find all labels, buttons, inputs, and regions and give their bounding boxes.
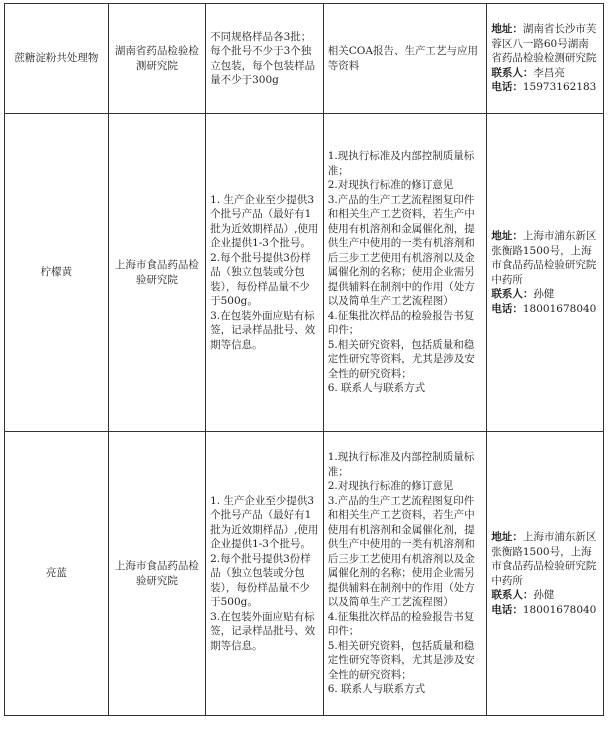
- address-value: 上海市浦东新区张衡路1500号，上海市食品药品检验研究院中药所: [491, 531, 597, 587]
- person-label: 联系人：: [491, 589, 534, 601]
- material-item: 4.征集批次样品的检验报告书复印件；: [327, 610, 475, 638]
- person-value: 李昌亮: [533, 66, 565, 79]
- lab-cell: [108, 114, 205, 432]
- material-item: 5.相关研究资料，包括质量和稳定性研究等资料，尤其是涉及安全性的研究资料；: [327, 338, 475, 380]
- materials-cell: [323, 114, 487, 432]
- product-name: 柠檬黄: [40, 266, 73, 279]
- sample-requirement: 3.在包装外面应贴有标签，记录样品批号、效期等信息。: [210, 610, 316, 652]
- address-value: 上海市浦东新区张衡路1500号，上海市食品药品检验研究院中药所: [491, 230, 597, 286]
- product-name-cell: [5, 114, 109, 432]
- phone-value: 15973162183: [522, 81, 597, 94]
- sample-requirements-cell: [206, 114, 324, 432]
- contact-cell: [487, 4, 604, 114]
- lab-cell: [108, 432, 205, 716]
- sample-requirement: 2.每个批号提供3份样品（独立包装或分包装），每份样品量不少于500g。: [210, 251, 311, 308]
- material-item: 6. 联系人与联系方式: [327, 382, 426, 395]
- materials-cell: [323, 432, 487, 716]
- product-name: 亮蓝: [45, 567, 67, 580]
- phone-label: 电话：: [491, 302, 523, 315]
- address-label: 地址：: [491, 230, 523, 242]
- material-item: 4.征集批次样品的检验报告书复印件；: [327, 309, 475, 337]
- lab-cell: [108, 4, 205, 114]
- contact-cell: [487, 114, 604, 432]
- sample-requirement: 3.在包装外面应贴有标签，记录样品批号、效期等信息。: [210, 309, 316, 351]
- material-item: 2.对现执行标准的修订意见: [327, 480, 454, 493]
- address-label: 地址：: [491, 531, 523, 543]
- material-item: 相关COA报告、生产工艺与应用等资料: [327, 45, 478, 72]
- material-item: 1.现执行标准及内部控制质量标准；: [327, 451, 475, 478]
- address-value: 湖南省长沙市芙蓉区八一路60号湖南省药品检验检测研究院: [491, 23, 597, 65]
- product-name-cell: [5, 432, 109, 716]
- material-item: 3.产品的生产工艺流程图复印件和相关生产工艺资料，若生产中使用有机溶剂和金属催化剂，提供生产中使用的一类有机溶剂和后三步工艺使用有机溶剂以及金属催化剂的名称；使用企业需另提供辅料在制剂中的作用（处方以及简单生产工艺流程图）: [327, 193, 475, 308]
- materials-cell: [323, 4, 487, 114]
- sample-requirement: 2.每个批号提供3份样品（独立包装或分包装），每份样品量不少于500g。: [210, 552, 311, 609]
- material-item: 3.产品的生产工艺流程图复印件和相关生产工艺资料，若生产中使用有机溶剂和金属催化剂，提供生产中使用的一类有机溶剂和后三步工艺使用有机溶剂以及金属催化剂的名称；使用企业需另提供辅料在制剂中的作用（处方以及简单生产工艺流程图）: [327, 494, 475, 609]
- sample-requirements-cell: [206, 4, 324, 114]
- testing-institute: 湖南省药品检验检测研究院: [114, 45, 199, 72]
- sample-requirements-cell: [206, 432, 324, 716]
- product-name: 蔗糖淀粉共处理物: [14, 52, 99, 65]
- address-label: 地址：: [491, 23, 523, 36]
- contact-cell: [487, 432, 604, 716]
- phone-value: 18001678040: [522, 302, 597, 315]
- phone-label: 电话：: [491, 81, 523, 94]
- person-value: 孙健: [533, 288, 555, 300]
- material-item: 2.对现执行标准的修订意见: [327, 179, 454, 192]
- product-name-cell: [5, 4, 109, 114]
- table-row: [5, 4, 604, 114]
- testing-institute: 上海市食品药品检验研究院: [114, 259, 199, 286]
- person-label: 联系人：: [491, 288, 534, 300]
- material-item: 1.现执行标准及内部控制质量标准；: [327, 150, 475, 177]
- excipient-sampling-table: [4, 3, 604, 716]
- material-item: 6. 联系人与联系方式: [327, 683, 426, 696]
- sample-requirement: 不同规格样品各3批；每个批号不少于3个独立包装，每个包装样品量不少于300g: [210, 30, 316, 86]
- table-row: [5, 114, 604, 432]
- sample-requirement: 1. 生产企业至少提供3个批号产品（最好有1批为近效期样品）,使用企业提供1-3个批号。: [210, 494, 319, 551]
- testing-institute: 上海市食品药品检验研究院: [114, 560, 199, 587]
- person-value: 孙健: [533, 589, 555, 601]
- phone-label: 电话：: [491, 603, 523, 616]
- table-row: [5, 432, 604, 716]
- person-label: 联系人：: [491, 66, 534, 79]
- sample-requirement: 1. 生产企业至少提供3个批号产品（最好有1批为近效期样品）,使用企业提供1-3个批号。: [210, 193, 319, 250]
- material-item: 5.相关研究资料，包括质量和稳定性研究等资料，尤其是涉及安全性的研究资料；: [327, 639, 475, 681]
- phone-value: 18001678040: [522, 603, 597, 616]
